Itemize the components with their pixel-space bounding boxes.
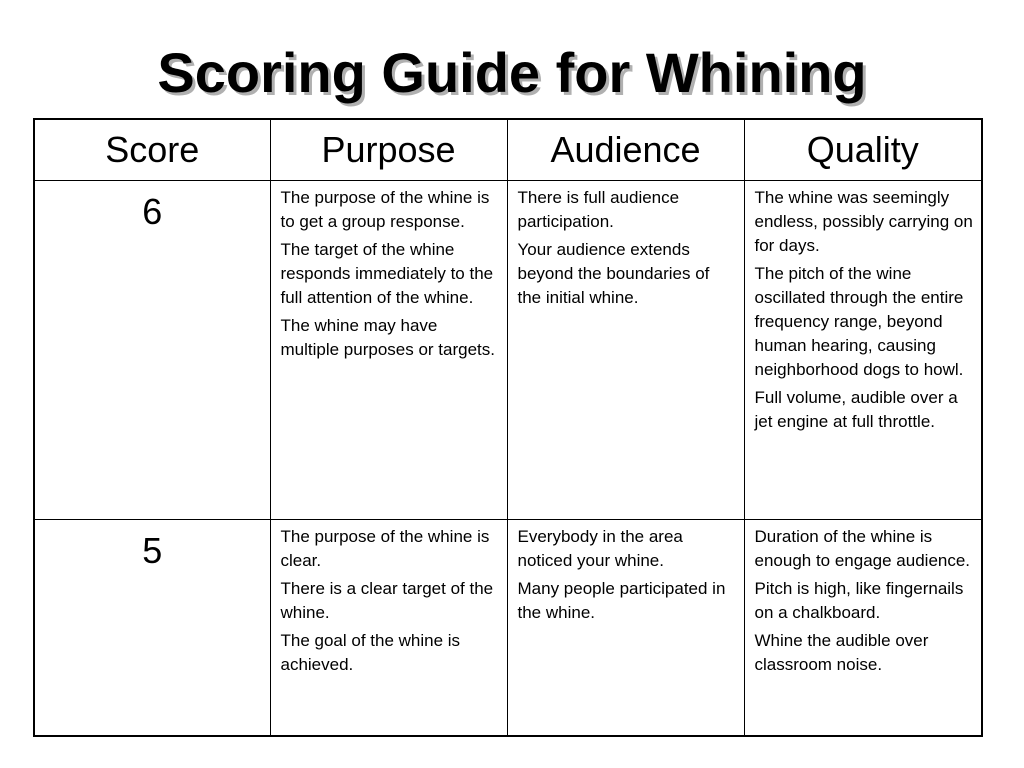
table-row — [34, 520, 982, 737]
scoring-table — [33, 118, 983, 737]
purpose-cell — [270, 181, 507, 520]
quality-cell — [744, 520, 982, 737]
quality-cell — [744, 181, 982, 520]
column-header-audience: Audience — [507, 119, 744, 181]
column-header-purpose: Purpose — [270, 119, 507, 181]
criterion-text: Everybody in the area noticed your whine. — [517, 527, 683, 570]
audience-cell — [507, 181, 744, 520]
criterion-text: There is a clear target of the whine. — [280, 579, 494, 622]
criterion-text: Duration of the whine is enough to engage audience. — [754, 527, 971, 570]
criterion-text: The target of the whine responds immediately to the full attention of the whine. — [280, 240, 494, 307]
criterion-text: Your audience extends beyond the boundaries of the initial whine. — [517, 240, 710, 307]
criterion-text: The whine may have multiple purposes or targets. — [280, 316, 495, 359]
criterion-text: There is full audience participation. — [517, 188, 680, 231]
criterion-text: Whine the audible over classroom noise. — [754, 631, 929, 674]
column-header-score: Score — [34, 119, 270, 181]
audience-cell — [507, 520, 744, 737]
purpose-cell — [270, 520, 507, 737]
criterion-text: Pitch is high, like fingernails on a chalkboard. — [754, 579, 964, 622]
criterion-text: The goal of the whine is achieved. — [280, 631, 461, 674]
column-header-quality: Quality — [744, 119, 982, 181]
criterion-text: Many people participated in the whine. — [517, 579, 726, 622]
criterion-text: The purpose of the whine is to get a group response. — [280, 188, 490, 231]
table-row — [34, 181, 982, 520]
criterion-text: The pitch of the wine oscillated through the entire frequency range, beyond human hearing, causing neighborhood dogs to howl. — [754, 264, 964, 379]
score-value: 6 — [34, 181, 270, 520]
score-value: 5 — [34, 520, 270, 737]
criterion-text: The purpose of the whine is clear. — [280, 527, 490, 570]
table-header-row — [34, 119, 982, 181]
page-title: Scoring Guide for Whining — [157, 41, 867, 104]
criterion-text: Full volume, audible over a jet engine at full throttle. — [754, 388, 958, 431]
criterion-text: The whine was seemingly endless, possibly carrying on for days. — [754, 188, 973, 255]
